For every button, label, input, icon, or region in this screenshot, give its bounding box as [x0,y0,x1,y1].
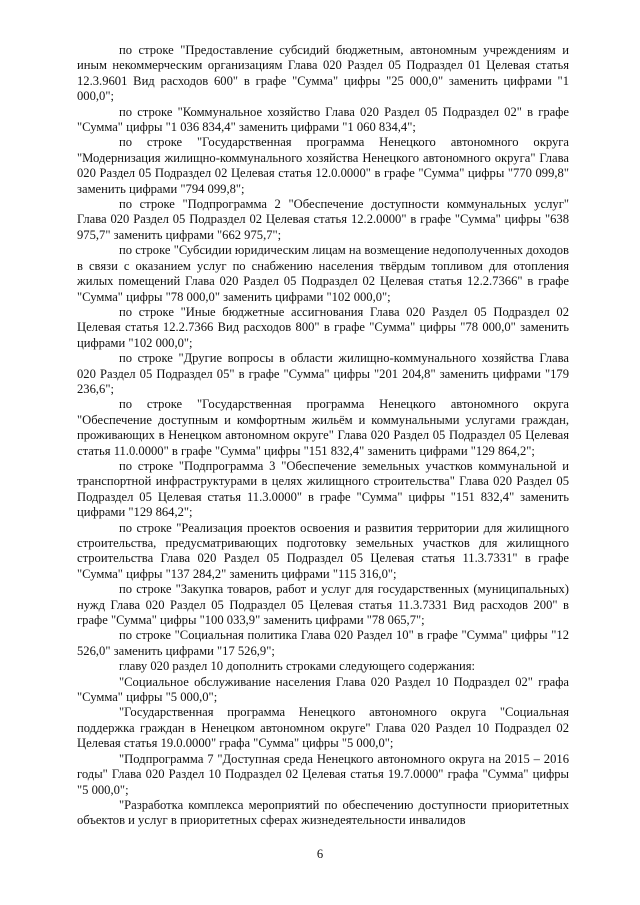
paragraph: по строке "Закупка товаров, работ и услуг для государственных (муниципальных) нужд Глава 020 Раздел 05 Подраздел 05 Целевая статья 11.3.7331 Вид расходов 200" в графе "Сумма" цифры "100 033,9" заменить цифрами "78 065,7"; [77,582,569,628]
paragraph: "Социальное обслуживание населения Глава 020 Раздел 10 Подраздел 02" графа "Сумма" цифры "5 000,0"; [77,674,569,705]
paragraph: по строке "Реализация проектов освоения и развития территории для жилищного строительства, предусматривающих подготовку земельных участков для жилищного строительства Глава 020 Раздел 05 Подраздел 05 Целевая статья 11.3.7331" в графе "Сумма" цифры "137 284,2" заменить цифрами "115 316,0"; [77,520,569,581]
paragraph: по строке "Подпрограмма 2 "Обеспечение доступности коммунальных услуг" Глава 020 Раздел 05 Подраздел 02 Целевая статья 12.2.0000" в графе "Сумма" цифры "638 975,7" заменить цифрами "662 975,7"; [77,197,569,242]
paragraph: "Подпрограмма 7 "Доступная среда Ненецкого автономного округа на 2015 – 2016 годы" Глава 020 Раздел 10 Подраздел 02 Целевая статья 19.7.0000" графа "Сумма" цифры "5 000,0"; [77,751,569,797]
page-number: 6 [316,847,324,861]
paragraph: по строке "Социальная политика Глава 020 Раздел 10" в графе "Сумма" цифры "12 526,0" заменить цифрами "17 526,9"; [77,628,569,658]
paragraph: по строке "Коммунальное хозяйство Глава 020 Раздел 05 Подраздел 02" в графе "Сумма" цифры "1 036 834,4" заменить цифрами "1 060 834,4"; [77,104,569,135]
paragraph: по строке "Иные бюджетные ассигнования Глава 020 Раздел 05 Подраздел 02 Целевая статья 12.2.7366 Вид расходов 800" в графе "Сумма" цифры "78 000,0" заменить цифрами "102 000,0"; [77,304,569,350]
paragraph: по строке "Субсидии юридическим лицам на возмещение недополученных доходов в связи с оказанием услуг по снабжению населения твёрдым топливом для отопления жилых помещений Глава 020 Раздел 05 Подраздел 02 Целевая статья 12.2.7366" в графе "Сумма" цифры "78 000,0" заменить цифрами "102 000,0"; [77,243,569,304]
paragraph: по строке "Государственная программа Ненецкого автономного округа "Модернизация жилищно-коммунального хозяйства Ненецкого автономного округа" Глава 020 Раздел 05 Подраздел 02 Целевая статья 12.0.0000" в графе "Сумма" цифры "770 099,8" заменить цифрами "794 099,8"; [77,135,569,196]
document-body [77,43,569,829]
paragraph: по строке "Подпрограмма 3 "Обеспечение земельных участков коммунальной и транспортной инфраструктурами в целях жилищного строительства" Глава 020 Раздел 05 Подраздел 05 Целевая статья 11.3.0000" в графе "Сумма" цифры "151 832,4" заменить цифрами "129 864,2"; [77,458,569,520]
paragraph: "Разработка комплекса мероприятий по обеспечению доступности приоритетных объектов и услуг в приоритетных сферах жизнедеятельности инвалидов [77,797,569,828]
paragraph: по строке "Другие вопросы в области жилищно-коммунального хозяйства Глава 020 Раздел 05 Подраздел 05" в графе "Сумма" цифры "201 204,8" заменить цифрами "179 236,6"; [77,351,569,396]
paragraph: главу 020 раздел 10 дополнить строками следующего содержания: [119,659,476,674]
paragraph: "Государственная программа Ненецкого автономного округа "Социальная поддержка граждан в Ненецком автономном округе" Глава 020 Раздел 10 Подраздел 02 Целевая статья 19.0.0000" графа "Сумма" цифры "5 000,0"; [77,705,569,751]
paragraph: по строке "Государственная программа Ненецкого автономного округа "Обеспечение доступным и комфортным жильём и коммунальными услугами граждан, проживающих в Ненецком автономном округе" Глава 020 Раздел 05 Подраздел 05 Целевая статья 11.0.0000" в графе "Сумма" цифры "151 832,4" заменить цифрами "129 864,2"; [77,397,569,458]
paragraph: по строке "Предоставление субсидий бюджетным, автономным учреждениям и иным некоммерческим организациям Глава 020 Раздел 05 Подраздел 01 Целевая статья 12.3.9601 Вид расходов 600" в графе "Сумма" цифры "25 000,0" заменить цифрами "1 000,0"; [77,43,569,104]
